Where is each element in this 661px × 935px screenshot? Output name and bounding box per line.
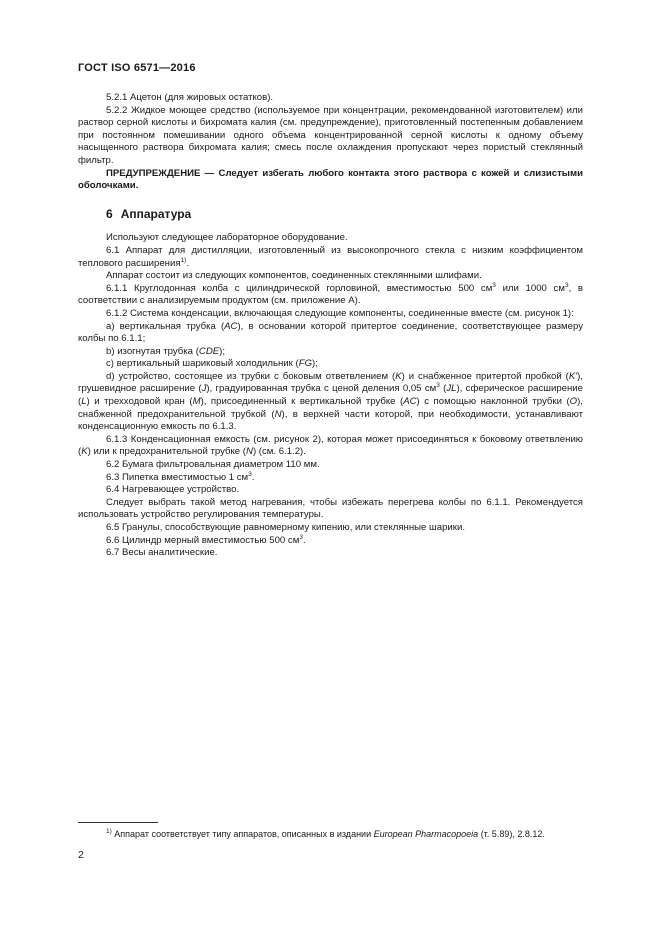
section-title: Аппаратура — [120, 206, 192, 221]
list-item-a: a) вертикальная трубка (AC), в основании которой притертое соединение, соответствующее размеру колбы по 6.1.1; — [78, 320, 583, 345]
paragraph-6-1-components: Аппарат состоит из следующих компонентов, соединенных стеклянными шлифами. — [106, 270, 482, 282]
page-number: 2 — [78, 849, 84, 861]
paragraph-6-1-1: 6.1.1 Круглодонная колба с цилиндрической горловиной, вместимостью 500 $см^3$ или 1000 $см^3$, в соответствии с анализируемым продуктом (см. приложение А). — [78, 281, 583, 307]
paragraph-6-3: 6.3 Пипетка вместимостью 1 $см^3$. — [106, 470, 255, 483]
footnote-mark: 1) — [106, 828, 112, 835]
paragraph-6-5: 6.5 Гранулы, способствующие равномерному кипению, или стеклянные шарики. — [106, 522, 465, 533]
footnote-ref: 1) — [180, 256, 187, 264]
paragraph-6-6: 6.6 Цилиндр мерный вместимостью 500 $см^3$. — [106, 533, 306, 546]
paragraph-6-1-3: 6.1.3 Конденсационная емкость (см. рисунок 2), которая может присоединяться к боковому ответвлению (K) или к предохранительной трубке (N) (см. 6.1.2). — [78, 433, 583, 458]
paragraph-6-2: 6.2 Бумага фильтровальная диаметром 110 мм. — [106, 459, 320, 471]
section-number: 6 — [106, 206, 113, 221]
paragraph-6-1-2: 6.1.2 Система конденсации, включающая следующие компоненты, соединенные вместе (см. рисунок 1): — [106, 307, 574, 319]
paragraph-5-2-1: 5.2.1 Ацетон (для жировых остатков). — [106, 92, 274, 103]
paragraph-6-4-note: Следует выбрать такой метод нагревания, чтобы избежать перегрева колбы по 6.1.1. Рекомендуется использовать устройство регулирования температуры. — [78, 496, 583, 521]
intro-paragraph: Используют следующее лабораторное оборудование. — [106, 232, 348, 244]
list-item-c: c) вертикальный шариковый холодильник (FG); — [106, 358, 318, 370]
paragraph-6-4: 6.4 Нагревающее устройство. — [106, 484, 240, 496]
document-body — [78, 92, 583, 560]
list-item-d: d) устройство, состоящее из трубки с боковым ответвлением (K) и снабженное притертой пробкой (K'), грушевидное расширение (J), градуированная трубка с ценой деления 0,05 $см^3$ (JL), сферическое расширение (L) и трехходовой кран (M), присоединенный к вертикальной трубке (AC) с помощью наклонной трубки (O), снабженной предохранительной трубкой (N), в верхней части которой, при необходимости, устанавливают конденсационную емкость по 6.1.3. — [78, 370, 583, 433]
list-item-b: b) изогнутая трубка (CDE); — [106, 345, 226, 357]
paragraph-6-1: 6.1 Аппарат для дистилляции, изготовленный из высокопрочного стекла с низким коэффициентом теплового расширения$^{1)}$. — [78, 244, 583, 269]
paragraph-6-7: 6.7 Весы аналитические. — [106, 547, 218, 559]
footnote: $^{1)}$ Аппарат соответствует типу аппаратов, описанных в издании European Pharmacopoeia (т. 5.89), 2.8.12. — [106, 828, 545, 839]
footnote-separator — [78, 822, 158, 823]
section-heading — [106, 208, 583, 221]
warning-paragraph: ПРЕДУПРЕЖДЕНИЕ — Следует избегать любого контакта этого раствора с кожей и слизистыми оболочками. — [78, 167, 583, 192]
document-header: ГОСТ ISO 6571—2016 — [78, 62, 196, 74]
paragraph-5-2-2: 5.2.2 Жидкое моющее средство (используемое при концентрации, рекомендованной изготовителем) или раствор серной кислоты и бихромата калия (см. предупреждение), приготовленный постепенным добавлением при постоянном помешивании одного объема концентрированной серной кислоты к одному объему насыщенного раствора бихромата калия; смесь после охлаждения пропускают через пористый стеклянный фильтр. — [78, 104, 583, 166]
